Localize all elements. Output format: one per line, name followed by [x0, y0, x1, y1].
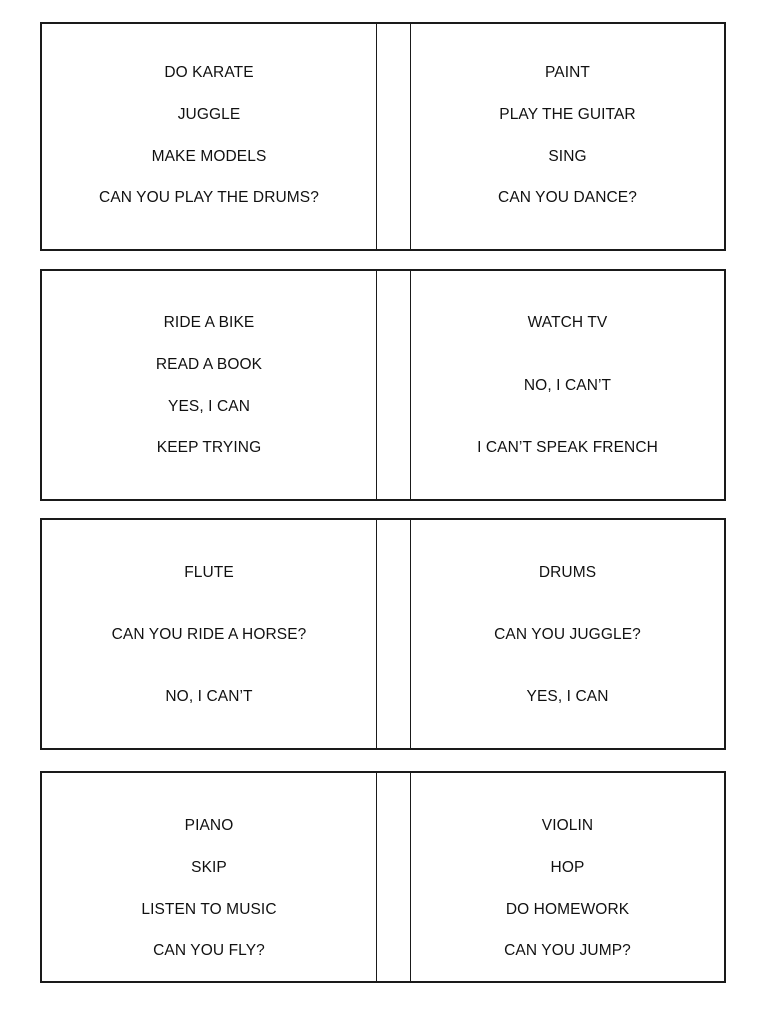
card-item: VIOLIN — [541, 817, 594, 834]
card-item: YES, I CAN — [168, 398, 250, 415]
card-4-left-panel — [42, 773, 377, 981]
card-4 — [40, 771, 726, 983]
card-3-right-panel — [411, 520, 724, 748]
card-item: WATCH TV — [527, 314, 608, 331]
card-item: DRUMS — [538, 564, 597, 581]
card-item: I CAN’T SPEAK FRENCH — [477, 439, 658, 456]
card-1-fold-strip — [377, 24, 411, 249]
card-item: SING — [548, 148, 587, 165]
card-3 — [40, 518, 726, 750]
card-item: KEEP TRYING — [156, 439, 262, 456]
card-item: JUGGLE — [177, 106, 241, 123]
card-item: NO, I CAN’T — [165, 688, 253, 705]
card-2-right-panel — [411, 271, 724, 499]
card-item: RIDE A BIKE — [163, 314, 255, 331]
card-item: READ A BOOK — [155, 356, 263, 373]
card-item: PLAY THE GUITAR — [499, 106, 636, 123]
card-item: YES, I CAN — [526, 688, 609, 705]
card-4-fold-strip — [377, 773, 411, 981]
card-item: PAINT — [545, 64, 590, 81]
card-item: SKIP — [191, 859, 227, 876]
card-item: CAN YOU FLY? — [153, 942, 265, 959]
card-item: NO, I CAN’T — [523, 377, 612, 394]
card-item: DO KARATE — [164, 64, 254, 81]
card-item: CAN YOU JUMP? — [504, 942, 631, 959]
card-item: DO HOMEWORK — [505, 901, 630, 918]
card-1-right-panel — [411, 24, 724, 249]
card-2-left-panel — [42, 271, 377, 499]
card-3-fold-strip — [377, 520, 411, 748]
card-2 — [40, 269, 726, 501]
card-item: CAN YOU DANCE? — [498, 189, 637, 206]
card-item: LISTEN TO MUSIC — [141, 901, 277, 918]
card-2-fold-strip — [377, 271, 411, 499]
card-1-left-panel — [42, 24, 377, 249]
card-item: CAN YOU RIDE A HORSE? — [111, 626, 307, 643]
card-3-left-panel — [42, 520, 377, 748]
card-item: CAN YOU PLAY THE DRUMS? — [99, 189, 319, 206]
card-item: PIANO — [184, 817, 234, 834]
card-1 — [40, 22, 726, 251]
card-item: CAN YOU JUGGLE? — [494, 626, 641, 643]
card-4-right-panel — [411, 773, 724, 981]
card-item: HOP — [550, 859, 585, 876]
card-item: MAKE MODELS — [151, 148, 267, 165]
card-item: FLUTE — [184, 564, 234, 581]
